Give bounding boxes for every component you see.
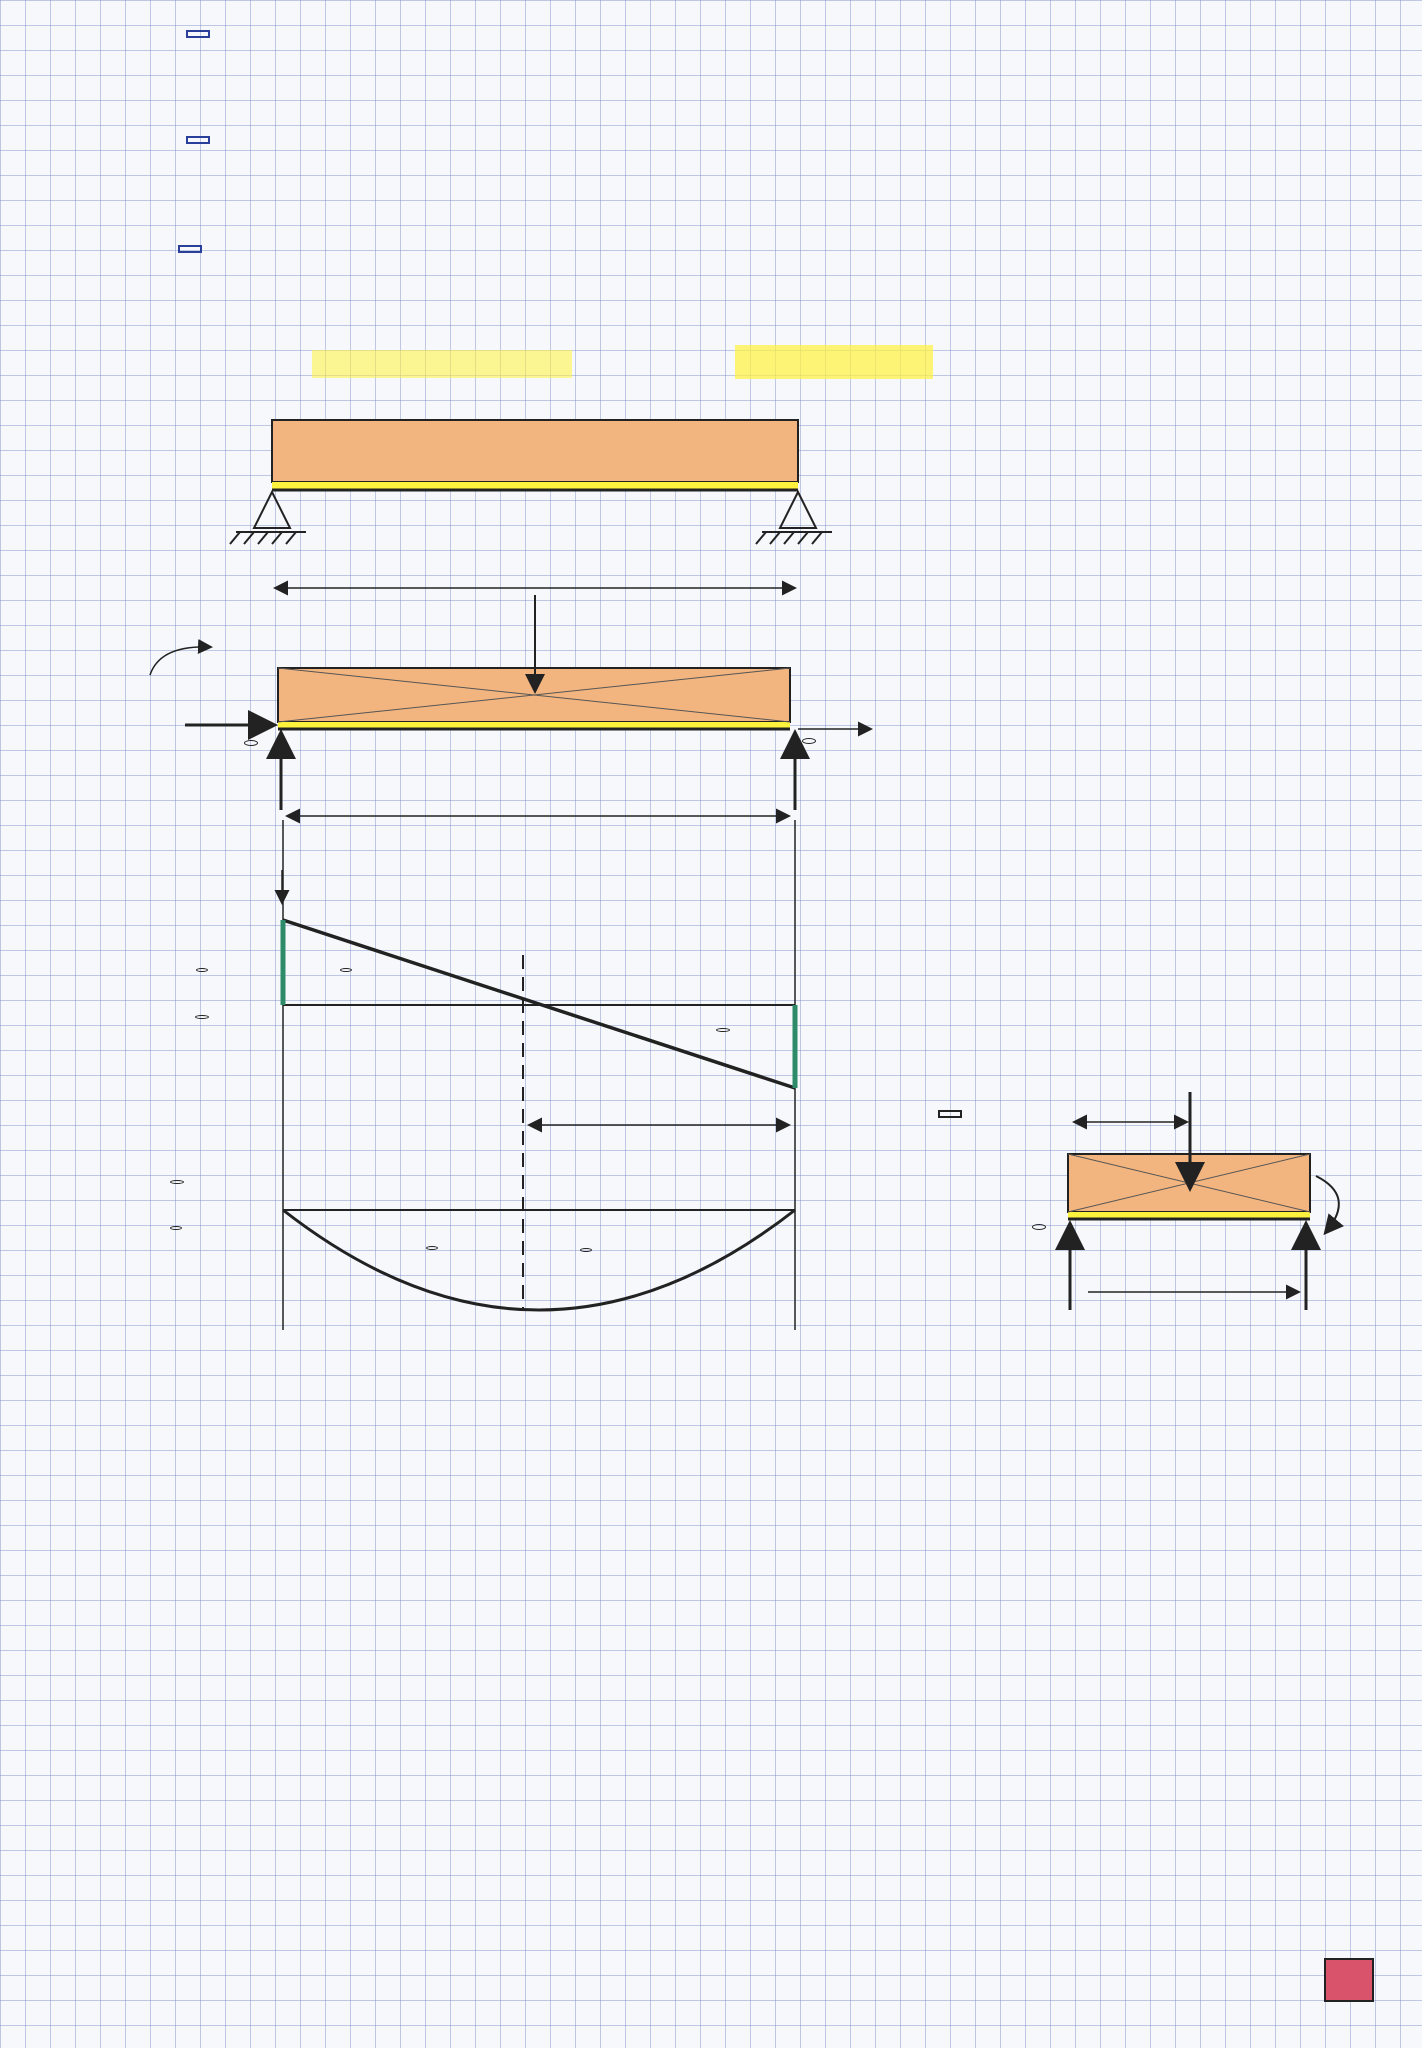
segment-box-3-4 — [178, 245, 202, 253]
moment-region-plus-1 — [426, 1246, 438, 1250]
shear-diagram — [283, 920, 795, 1125]
efforts-segment-box — [938, 1110, 962, 1118]
efforts-node-1 — [1032, 1224, 1046, 1230]
moment-plus-sign — [170, 1226, 182, 1230]
moment-minus-sign — [170, 1180, 184, 1184]
moment-region-plus-2 — [580, 1248, 592, 1252]
top-beam-load — [272, 420, 798, 490]
shear-region-plus — [340, 968, 352, 972]
moment-diagram — [283, 1210, 795, 1310]
segment-free-body — [1068, 1092, 1339, 1310]
shear-plus-sign — [196, 968, 208, 972]
segment-box-2-3 — [186, 136, 210, 144]
free-body-beam — [150, 595, 870, 816]
supports — [230, 492, 832, 544]
node-1-label — [244, 740, 258, 746]
segment-box-1-2 — [186, 30, 210, 38]
shear-region-minus — [716, 1028, 730, 1032]
shear-minus-sign — [195, 1015, 209, 1019]
node-2-label — [802, 738, 816, 744]
page-number — [1324, 1958, 1374, 2002]
